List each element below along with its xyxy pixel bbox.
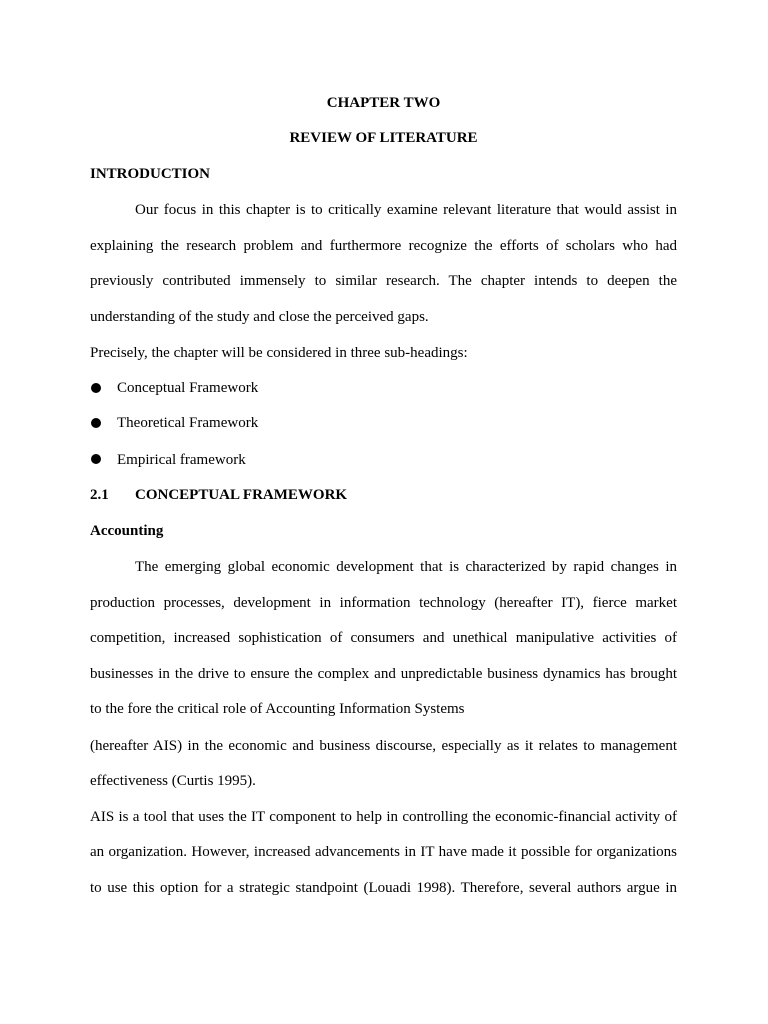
bullet-item: Empirical framework (117, 452, 246, 468)
para-line: competition, increased sophistication of consumers and unethical manipulative activities of (90, 630, 677, 646)
bullet-item: Conceptual Framework (117, 380, 259, 396)
para-line: The emerging global economic development that is characterized by rapid changes in (135, 559, 677, 575)
intro-line: explaining the research problem and furthermore recognize the efforts of scholars who had (90, 238, 677, 254)
para-line: (hereafter AIS) in the economic and business discourse, especially as it relates to management (90, 738, 677, 754)
chapter-subtitle: REVIEW OF LITERATURE (289, 130, 478, 146)
section-number: 2.1 (90, 487, 109, 503)
para-line: to the fore the critical role of Accounting Information Systems (90, 701, 465, 717)
bullet-icon (91, 454, 101, 464)
para-line: effectiveness (Curtis 1995). (90, 773, 256, 789)
para-line: an organization. However, increased advancements in IT have made it possible for organizations (90, 844, 677, 860)
chapter-title: CHAPTER TWO (326, 95, 441, 111)
intro-line: previously contributed immensely to similar research. The chapter intends to deepen the (90, 273, 677, 289)
intro-line: Our focus in this chapter is to critically examine relevant literature that would assist in (135, 202, 677, 218)
para-line: to use this option for a strategic standpoint (Louadi 1998). Therefore, several authors argue in (90, 880, 677, 896)
bullet-icon (91, 383, 101, 393)
intro-heading: INTRODUCTION (90, 166, 211, 182)
para-line: AIS is a tool that uses the IT component to help in controlling the economic-financial activity of (90, 809, 677, 825)
bullet-item: Theoretical Framework (117, 415, 259, 431)
para-line: production processes, development in information technology (hereafter IT), fierce market (90, 595, 677, 611)
bullet-icon (91, 418, 101, 428)
section-title: CONCEPTUAL FRAMEWORK (135, 487, 348, 503)
subheading: Accounting (90, 523, 164, 539)
intro-line: understanding of the study and close the perceived gaps. (90, 309, 429, 325)
para-line: businesses in the drive to ensure the complex and unpredictable business dynamics has brought (90, 666, 677, 682)
precisely-line: Precisely, the chapter will be considered in three sub-headings: (90, 345, 468, 361)
